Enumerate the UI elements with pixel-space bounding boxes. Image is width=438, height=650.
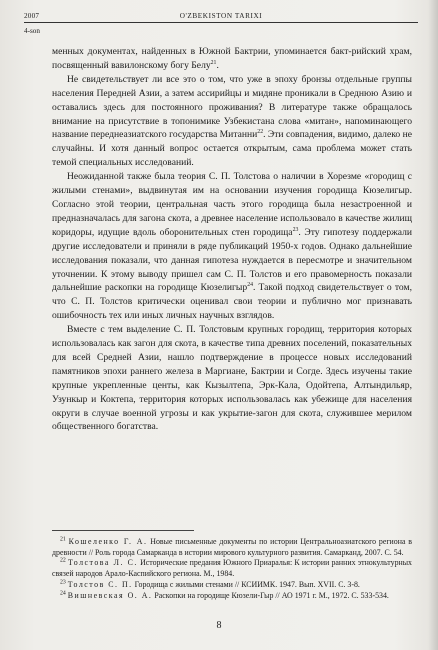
footnote-text: Городища с жилыми стенами // КСИИМК. 1947. Вып. XVII. С. 3-8. [132, 579, 360, 589]
footnote-author: Толстов С. П. [67, 579, 133, 589]
footnote-text: Новые письменные документы по истории Центральноазиатского региона в древности // Роль города Самарканда в истории мирового культурного развития. Самарканд, 2007. С. 54. [52, 537, 412, 557]
paragraph-text: менных документах, найденных в Южной Бактрии, упоминается бакт-рийский храм, посвященный вавилонскому богу Белу [52, 46, 412, 71]
footnote-number: 21 [60, 536, 66, 543]
footnote-24 [52, 591, 412, 602]
paragraph-3 [52, 170, 412, 323]
running-header [24, 8, 418, 22]
footnote-22 [52, 558, 412, 579]
footnote-number: 22 [60, 557, 66, 564]
article-body [52, 45, 412, 434]
footnote-ref-22[interactable]: 22 [257, 129, 264, 136]
scan-edge-shadow [428, 0, 438, 650]
footnotes [52, 537, 412, 601]
footnote-author: Кошеленко Г. А. [68, 537, 148, 546]
footnote-23 [52, 580, 412, 591]
footnote-ref-21[interactable]: 21 [210, 59, 217, 66]
paragraph-1: менных документах, найденных в Южной Бактрии, упоминается бакт-рийский храм, посвященный вавилонскому богу Белу$^{21}$. [52, 46, 412, 71]
footnote-number: 23 [60, 579, 66, 586]
page-number: 8 [216, 620, 222, 631]
footnote-text: Исторические предания Южного Приаралья: К истории ранних этнокультурных связей народов Арало-Каспийского региона. М., 1984. [52, 558, 412, 579]
issue-number: 4-son [24, 27, 40, 35]
paragraph-text: Неожиданной также была теория С. П. Толстова о наличии в Хорезме «городищ с жилыми стенами», выдвинутая им на основании изучения городища Кюзелигыр. Согласно этой теории, центральная часть этого городища была незастроенной и предназначалась для загона скота, а древнее население использовало в качестве жилищ коридоры, идущие вдоль оборонительных стен городища [52, 171, 412, 238]
footnote-21 [52, 537, 412, 558]
paragraph-text-tail: . Эти совпадения, видимо, далеко не случайны. И хотя данный вопрос остается открытым, сама проблема может стать темой специальных исследований. [52, 129, 412, 169]
footnote-author: Толстова Л. С. [68, 558, 138, 568]
footnote-text: Раскопки на городище Кюзели-Гыр // АО 1971 г. М., 1972. С. 533-534. [152, 590, 389, 600]
footnote-ref-24[interactable]: 24 [247, 282, 253, 289]
paragraph-text: Не свидетельствует ли все это о том, что уже в эпоху бронзы отдельные группы населения Передней Азии, а затем ассирийцы и мидяне проникали в Среднюю Азию и оставались здесь для постоянного проживания? В литературе также обращалось внимание на присутствие в топонимике Узбекистана слова «митан», напоминающего название переднеазиатского государства Митанни [52, 73, 412, 141]
paragraph-text-tail: . Эту гипотезу поддержали другие исследователи и приняли в ряде публикаций 1950-х годов. Однако дальнейшие исследования показали, что данная гипотеза нуждается в пересмотре и значительном уточнении. К этому выводу пришел сам С. П. Толстов и его правомерность показали дальнейшие раскопки на городище Кюзелигыр [52, 226, 413, 294]
journal-title: O'ZBEKISTON TARIXI [179, 12, 263, 20]
footnote-separator [52, 530, 194, 531]
footnote-number: 24 [60, 589, 66, 596]
paragraph-text: Вместе с тем выделение С. П. Толстовым крупных городищ, территория которых использовалась как загон для скота, в качестве типа древних поселений, показательных для всей Средней Азии, нашло подтверждение в процессе новых исследований памятников эпохи раннего железа в Маргиане, Бактрии и Согде. Здесь изучены такие крупные укрепленные центы, как Кызылтепа, Эрк-Кала, Одойтепа, Алтындильяр, Узункыр и Коктепа, территория которых использовалась как убежище для населения округи в случае военной угрозы и как укрытие-загон для скота, служившее мерилом общественного богатства. [52, 324, 412, 433]
paragraph-text-tail: . Такой подход свидетельствует о том, что С. П. Толстов критически оценивал свои теории и публично мог признавать ошибочность тех или иных личных научных взглядов. [52, 282, 413, 322]
header-year: 2007 [24, 12, 40, 20]
footnote-author: Вишневская О. А. [67, 590, 153, 600]
paragraph-4 [52, 323, 412, 434]
paragraph-2 [52, 73, 412, 170]
header-rule [24, 22, 418, 23]
footnote-ref-23[interactable]: 23 [292, 226, 299, 233]
